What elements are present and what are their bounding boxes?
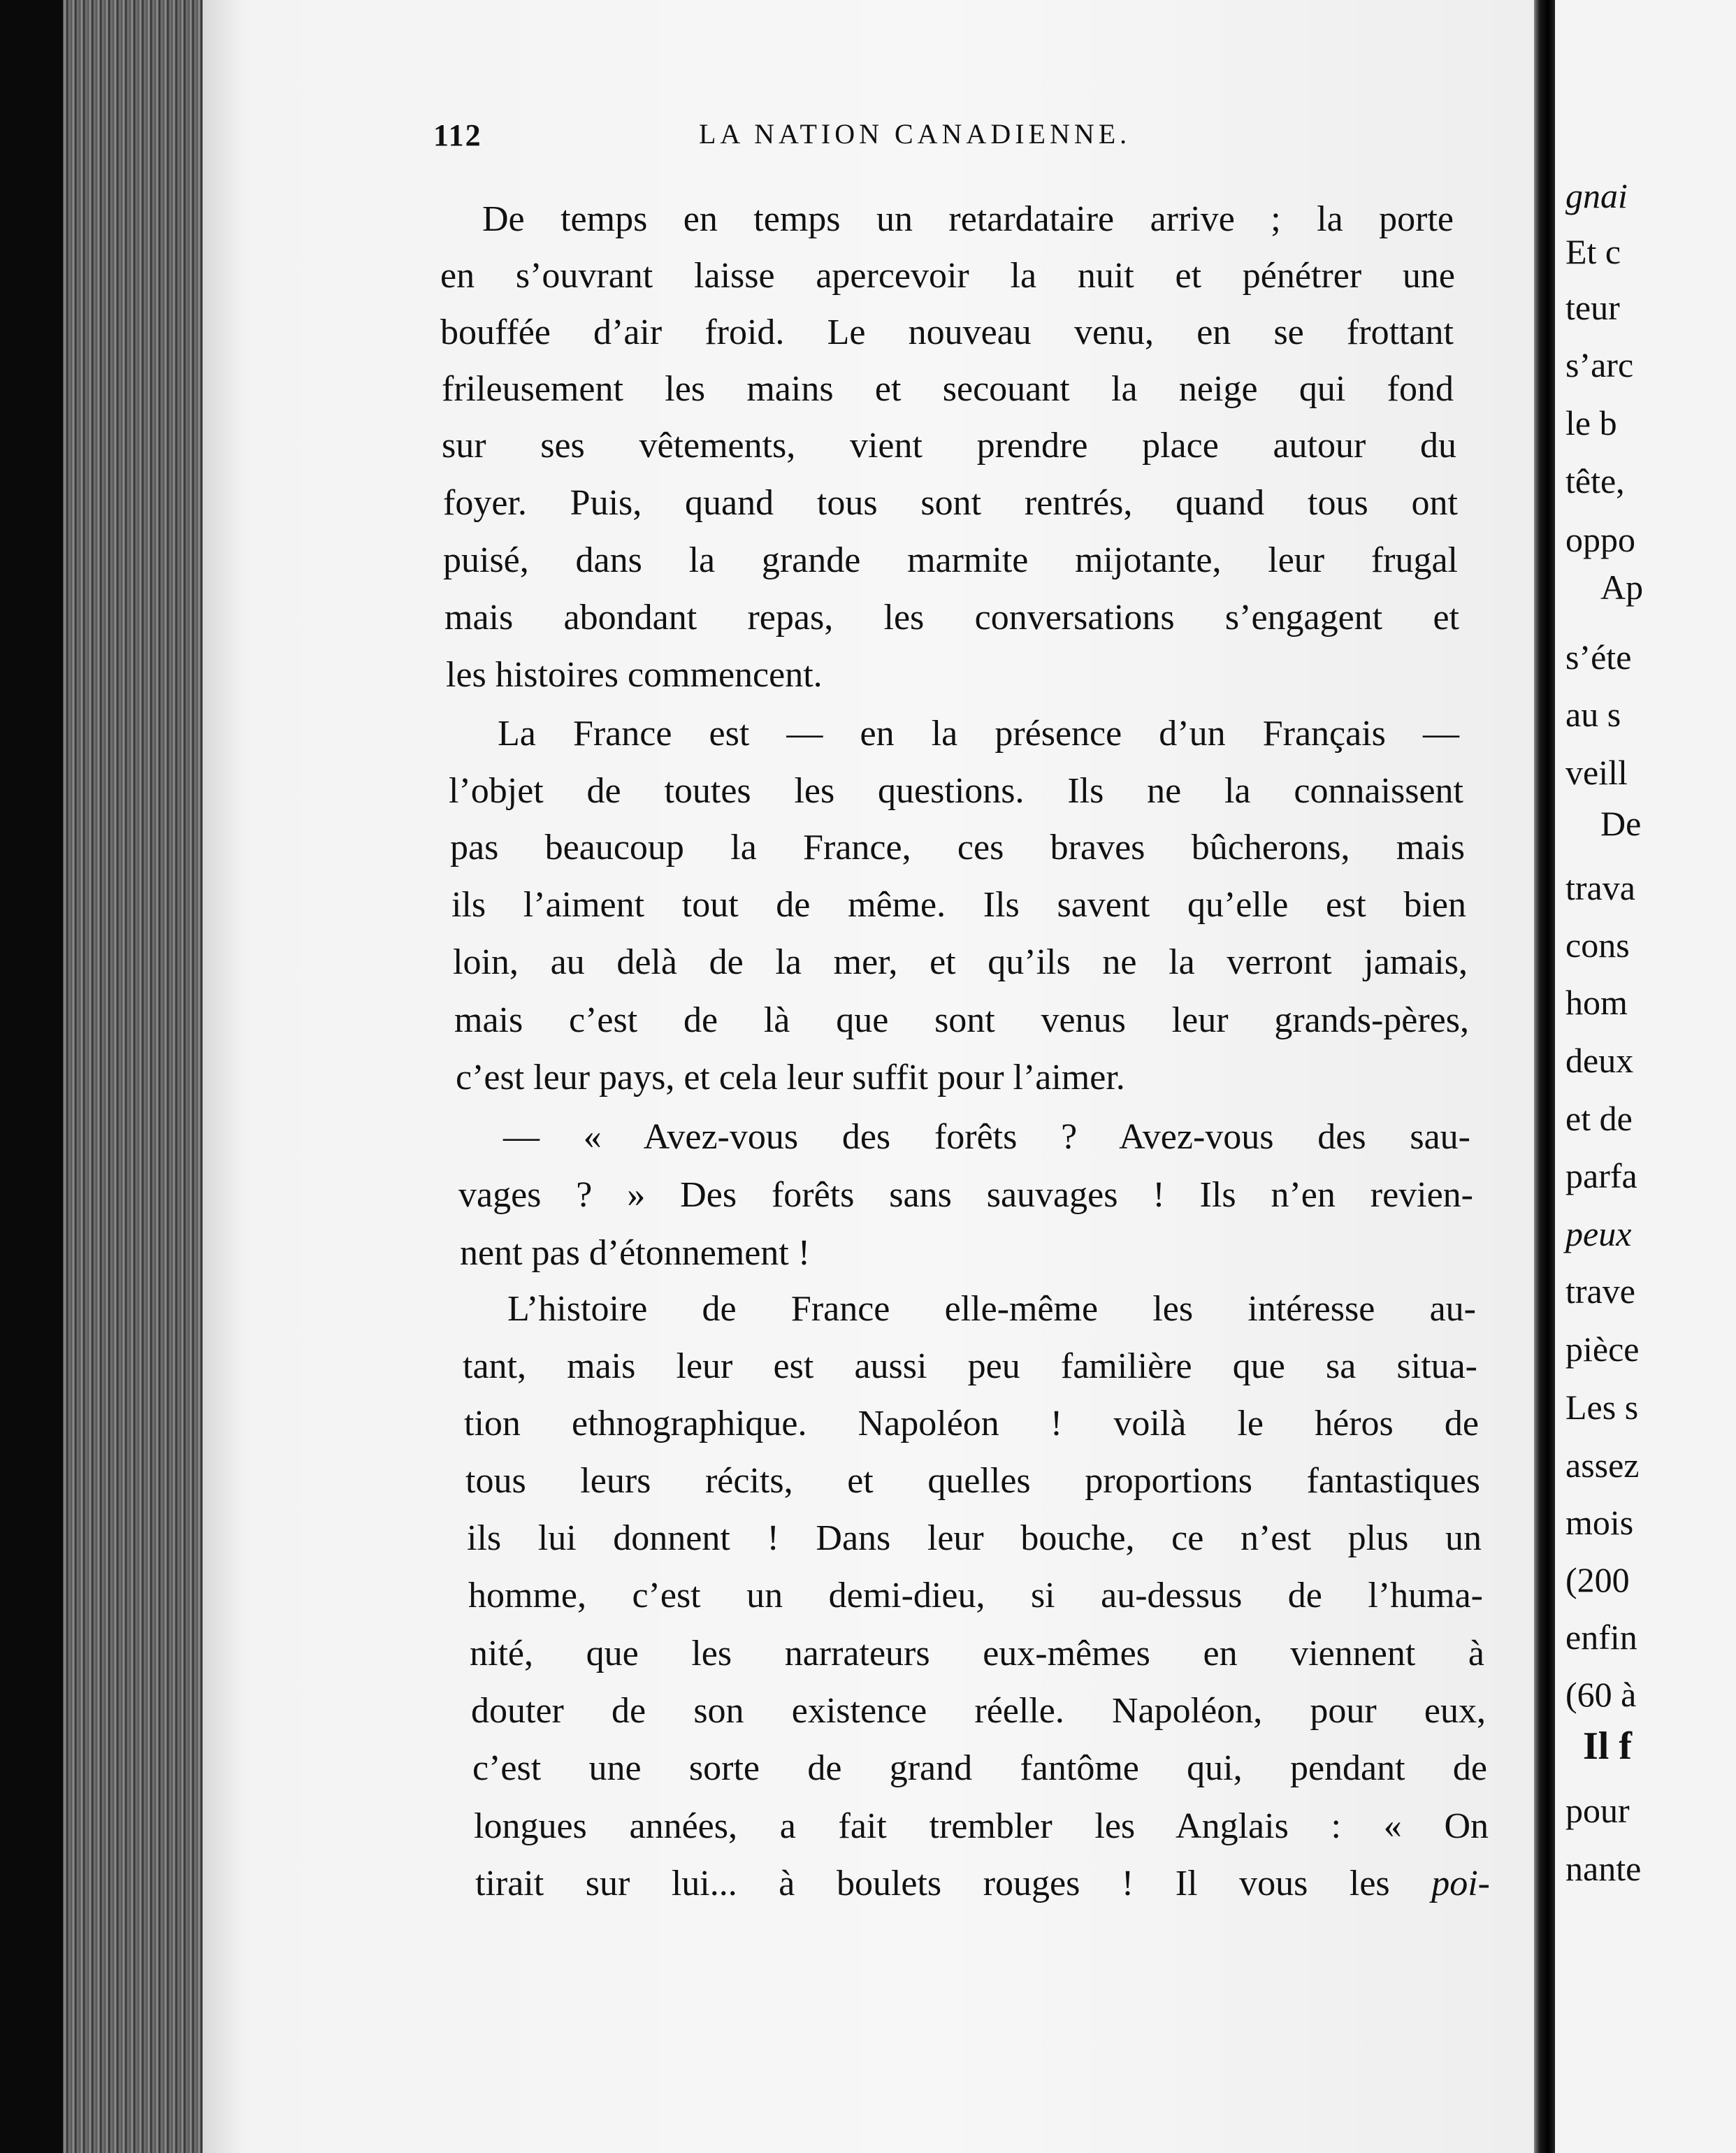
right-page-fragment: le b xyxy=(1565,403,1617,442)
text-line: mais c’est de là que sont venus leur grands-pères, xyxy=(454,1000,1469,1040)
text-line: — « Avez-vous des forêts ? Avez-vous des sau- xyxy=(503,1117,1470,1157)
right-page-fragment: oppo xyxy=(1565,520,1635,559)
text-line: ils lui donnent ! Dans leur bouche, ce n’est plus un xyxy=(467,1518,1482,1558)
right-page-fragment: Il f xyxy=(1583,1724,1632,1768)
right-page-fragment: assez xyxy=(1565,1446,1640,1485)
right-page-fragment: parfa xyxy=(1565,1156,1637,1195)
right-page-fragment: et de xyxy=(1565,1099,1633,1138)
text-line-main: tirait sur lui... à boulets rouges ! Il vous les xyxy=(475,1864,1390,1903)
right-page-fragment: trave xyxy=(1565,1272,1635,1311)
right-page-fragment: cons xyxy=(1565,926,1630,965)
scan-left-edge xyxy=(0,0,63,2153)
text-line: tion ethnographique. Napoléon ! voilà le héros de xyxy=(464,1404,1479,1443)
right-page-fragment: hom xyxy=(1565,983,1628,1022)
right-page-fragment: Ap xyxy=(1600,568,1644,607)
text-line: tous leurs récits, et quelles proportions fantastiques xyxy=(465,1461,1480,1501)
book-page-edges xyxy=(63,0,203,2153)
text-line: ils l’aiment tout de même. Ils savent qu’elle est bien xyxy=(451,885,1466,925)
text-line: c’est une sorte de grand fantôme qui, pendant de xyxy=(472,1748,1487,1788)
text-line: bouffée d’air froid. Le nouveau venu, en se frottant xyxy=(440,312,1454,352)
page-number: 112 xyxy=(433,118,482,152)
text-line: nité, que les narrateurs eux-mêmes en viennent à xyxy=(470,1634,1484,1673)
text-line: c’est leur pays, et cela leur suffit pour l’aimer. xyxy=(456,1058,1125,1097)
text-line: sur ses vêtements, vient prendre place autour du xyxy=(442,426,1456,466)
right-page-fragment: nante xyxy=(1565,1849,1642,1888)
right-page-fragment: (60 à xyxy=(1565,1675,1637,1714)
text-line: De temps en temps un retardataire arrive ; la porte xyxy=(482,199,1454,239)
right-page-fragment: Et c xyxy=(1565,232,1621,271)
text-line xyxy=(475,1863,1490,1905)
text-line: homme, c’est un demi-dieu, si au-dessus de l’huma- xyxy=(468,1576,1483,1615)
text-line: nent pas d’étonnement ! xyxy=(460,1233,811,1273)
right-page-fragment: gnai xyxy=(1565,176,1628,215)
text-line: l’objet de toutes les questions. Ils ne la connaissent xyxy=(449,771,1463,811)
right-page-fragment: tête, xyxy=(1565,461,1625,501)
text-line: La France est — en la présence d’un Français — xyxy=(498,714,1459,754)
text-line: foyer. Puis, quand tous sont rentrés, quand tous ont xyxy=(443,483,1458,523)
right-page-fragment: deux xyxy=(1565,1041,1634,1080)
book-gutter xyxy=(1534,0,1555,2153)
right-page-fragment: teur xyxy=(1565,288,1620,327)
right-page-fragment: Les s xyxy=(1565,1388,1639,1427)
right-page-fragment: s’arc xyxy=(1565,345,1634,384)
text-line: tant, mais leur est aussi peu familière que sa situa- xyxy=(463,1346,1477,1386)
running-title: LA NATION CANADIENNE. xyxy=(699,118,1131,150)
right-page-fragment: De xyxy=(1600,804,1642,843)
right-page-fragment: enfin xyxy=(1565,1618,1637,1657)
text-line: longues années, a fait trembler les Anglais : « On xyxy=(474,1806,1489,1846)
text-line: L’histoire de France elle-même les intéresse au- xyxy=(507,1289,1476,1329)
right-page-fragment: veill xyxy=(1565,753,1628,792)
right-page-fragment: trava xyxy=(1565,868,1635,907)
right-page-fragment: mois xyxy=(1565,1503,1634,1542)
right-page-fragment: (200 xyxy=(1565,1560,1630,1599)
text-line: frileusement les mains et secouant la neige qui fond xyxy=(442,369,1454,409)
right-page-fragment: peux xyxy=(1565,1214,1632,1253)
text-line: les histoires commencent. xyxy=(446,655,823,695)
right-page-fragment: au s xyxy=(1565,695,1621,734)
text-line: puisé, dans la grande marmite mijotante, leur frugal xyxy=(443,540,1458,580)
text-line: loin, au delà de la mer, et qu’ils ne la verront jamais, xyxy=(453,942,1468,982)
text-line: pas beaucoup la France, ces braves bûcherons, mais xyxy=(450,828,1465,867)
text-line: douter de son existence réelle. Napoléon, pour eux, xyxy=(471,1691,1486,1731)
text-line: vages ? » Des forêts sans sauvages ! Ils n’en revien- xyxy=(458,1175,1473,1215)
right-page-fragment: s’éte xyxy=(1565,638,1632,677)
right-page-fragment: pièce xyxy=(1565,1330,1640,1369)
right-page-fragment: pour xyxy=(1565,1791,1630,1830)
text-line: mais abondant repas, les conversations s’engagent et xyxy=(444,598,1459,638)
text-line: en s’ouvrant laisse apercevoir la nuit et pénétrer une xyxy=(440,256,1455,296)
text-line-hyphenated-italic: poi- xyxy=(1431,1864,1490,1903)
